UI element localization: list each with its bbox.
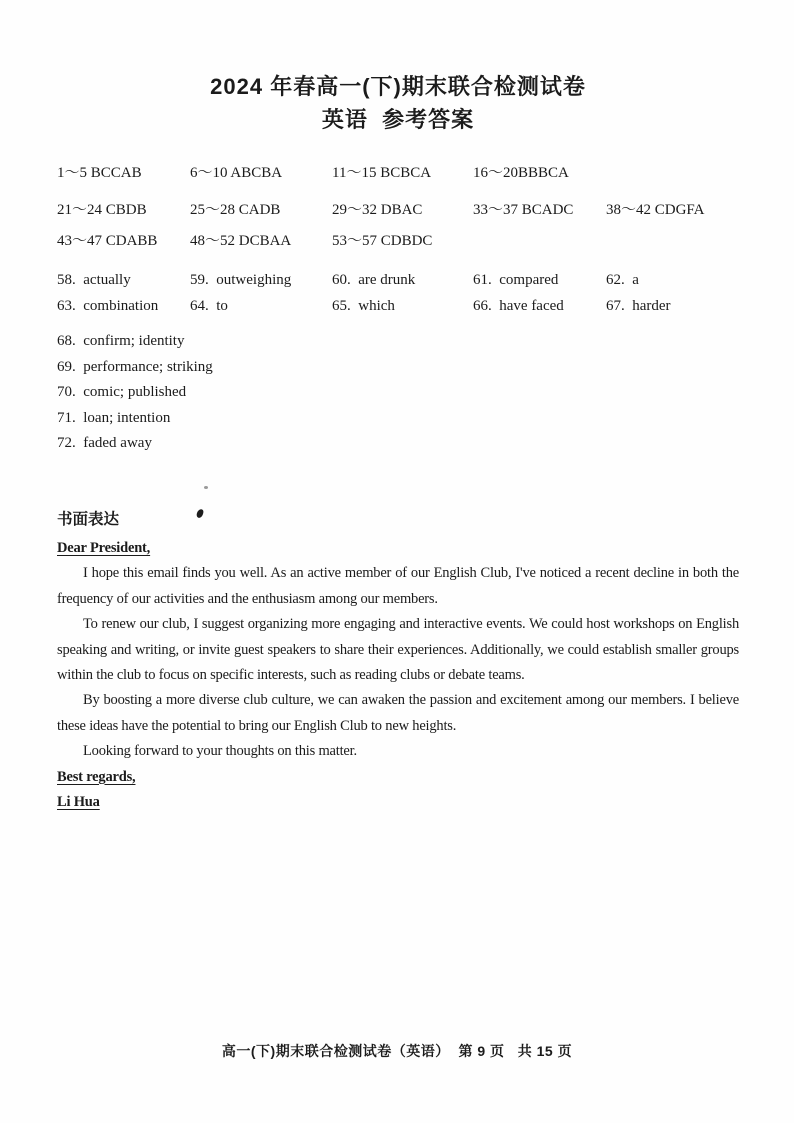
essay-paragraph: I hope this email finds you well. As an active member of our English Club, I've noticed a recent decline in both the frequency of our activities and the enthusiasm among our members. (57, 565, 739, 607)
blank-answer: 67. harder (606, 298, 671, 314)
exam-title: 2024 年春高一(下)期末联合检测试卷 (210, 74, 586, 99)
essay-salutation: Dear President, (57, 540, 151, 556)
answer-range: 29～32 DBAC (332, 202, 423, 218)
choice-answers-section (57, 165, 739, 315)
answer-range: 53～57 CDBDC (332, 233, 433, 249)
ink-speck (204, 486, 208, 489)
blank-answer: 60. are drunk (332, 272, 416, 288)
choice-answer-row (57, 233, 739, 250)
choice-answer-row (57, 165, 739, 182)
model-essay (57, 536, 739, 815)
fill-answer-line: 72. faded away (57, 435, 152, 451)
blank-answer: 62. a (606, 272, 639, 288)
answer-range: 43～47 CDABB (57, 233, 158, 249)
blank-answer: 64. to (190, 298, 228, 314)
page-footer: 高一(下)期末联合检测试卷（英语） 第 9 页 共 15 页 (221, 1043, 573, 1059)
blank-answer: 66. have faced (473, 298, 564, 314)
blank-answer: 61. compared (473, 272, 559, 288)
answer-range: 16～20BBBCA (473, 165, 569, 181)
answer-range: 11～15 BCBCA (332, 165, 432, 181)
fill-answer-line: 68. confirm; identity (57, 333, 185, 349)
fill-in-answers-list (57, 333, 739, 452)
answer-range: 38～42 CDGFA (606, 202, 705, 218)
fill-answer-line: 69. performance; striking (57, 358, 213, 375)
answer-range: 33～37 BCADC (473, 202, 574, 218)
essay-closing: Best regards, (57, 768, 136, 785)
blank-answer: 58. actually (57, 272, 131, 288)
answer-range: 21～24 CBDB (57, 202, 147, 218)
answer-range: 25～28 CADB (190, 202, 281, 218)
fill-answer-line: 71. loan; intention (57, 409, 171, 426)
blank-answer-row (57, 298, 739, 315)
answer-range: 6～10 ABCBA (190, 165, 283, 181)
essay-paragraph: Looking forward to your thoughts on this matter. (83, 743, 357, 760)
essay-paragraph: By boosting a more diverse club culture, we can awaken the passion and excitement among our members. I believe these ideas have the potential to bring our English Club to new heights. (57, 692, 739, 734)
fill-answer-line: 70. comic; published (57, 384, 187, 400)
answer-range: 48～52 DCBAA (190, 233, 292, 249)
essay-paragraph: To renew our club, I suggest organizing more engaging and interactive events. We could host workshops on English speaking and writing, or invite guest speakers to share their experiences. Additionally, we could establish smaller groups within the club to focus on specific interests, such as reading clubs or debate teams. (57, 616, 739, 684)
blank-answer: 65. which (332, 298, 395, 314)
essay-signature: Li Hua (57, 794, 100, 811)
writing-section-label: 书面表达 (57, 511, 120, 528)
blank-answer-row (57, 272, 739, 289)
choice-answer-row (57, 202, 739, 219)
exam-subtitle: 英语 参考答案 (321, 107, 475, 132)
answer-range: 1～5 BCCAB (57, 165, 142, 181)
blank-answer: 59. outweighing (190, 272, 292, 288)
blank-answer: 63. combination (57, 298, 159, 314)
